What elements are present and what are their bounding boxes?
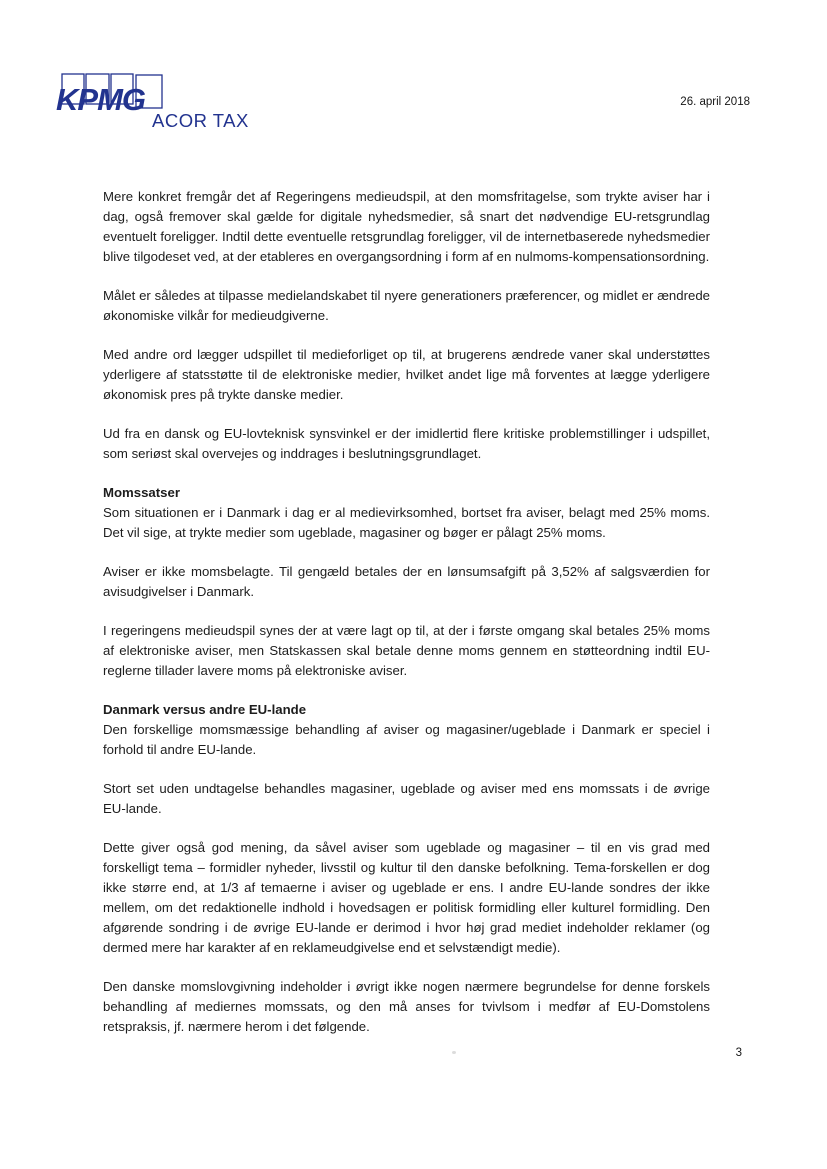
document-date: 26. april 2018 xyxy=(680,96,750,108)
scan-artifact xyxy=(452,1051,456,1054)
page-number: 3 xyxy=(735,1047,742,1059)
heading-momssatser: Momssatser xyxy=(103,485,180,500)
kpmg-acor-tax-logo xyxy=(54,70,266,134)
kpmg-logo-text: KPMG xyxy=(56,82,145,117)
paragraph-maalet: Målet er således at tilpasse medielandskabet til nyere generationers præferencer, og midlet er ændrede økonomiske vilkår for medieudgiverne. xyxy=(103,288,710,323)
paragraph-ud-fra: Ud fra en dansk og EU-lovteknisk synsvinkel er der imidlertid flere kritiske problemstillinger i udspillet, som seriøst skal overvejes og inddrages i beslutningsgrundlaget. xyxy=(103,426,710,461)
paragraph-aviser: Aviser er ikke momsbelagte. Til gengæld betales der en lønsumsafgift på 3,52% af salgsværdien for avisudgivelser i Danmark. xyxy=(103,564,710,599)
paragraph-som-situationen: Som situationen er i Danmark i dag er al medievirksomhed, bortset fra aviser, belagt med 25% moms. Det vil sige, at trykte medier som ugeblade, magasiner og bøger er pålagt 25% moms. xyxy=(103,505,710,540)
paragraph-med-andre-ord: Med andre ord lægger udspillet til medieforliget op til, at brugerens ændrede vaner skal understøttes yderligere af statsstøtte til de elektroniske medier, hvilket andet lige må forventes at lægge yderligere økonomisk pres på trykte danske medier. xyxy=(103,347,710,402)
paragraph-den-forskellige: Den forskellige momsmæssige behandling af aviser og magasiner/ugeblade i Danmark er speciel i forhold til andre EU-lande. xyxy=(103,722,710,757)
paragraph-den-danske: Den danske momslovgivning indeholder i øvrigt ikke nogen nærmere begrundelse for denne forskels behandling af mediernes momssats, og den må anses for tvivlsom i medfør af EU-Domstolens retspraksis, jf. nærmere herom i det følgende. xyxy=(103,979,710,1034)
paragraph-medieudspil: Mere konkret fremgår det af Regeringens medieudspil, at den momsfritagelse, som trykte aviser har i dag, også fremover skal gælde for digitale nyhedsmedier, så snart det nødvendige EU-retsgrundlag eventuelt foreligger. Indtil dette eventuelle retsgrundlag foreligger, vil de internetbaserede nyhedsmedier blive tilgodeset ved, at der etableres en overgangsordning i form af en nulmoms-kompensationsordning. xyxy=(103,189,710,264)
acor-tax-logo-text: ACOR TAX xyxy=(152,110,249,131)
document-body xyxy=(103,187,710,1056)
heading-danmark-versus-eu: Danmark versus andre EU-lande xyxy=(103,702,307,717)
paragraph-stort-set: Stort set uden undtagelse behandles magasiner, ugeblade og aviser med ens momssats i de øvrige EU-lande. xyxy=(103,781,710,816)
paragraph-i-regeringens: I regeringens medieudspil synes der at være lagt op til, at der i første omgang skal betales 25% moms af elektroniske aviser, men Statskassen skal betale denne moms gennem en støtteordning indtil EU-reglerne tillader lavere moms på elektroniske aviser. xyxy=(103,623,710,678)
paragraph-dette-giver: Dette giver også god mening, da såvel aviser som ugeblade og magasiner – til en vis grad med forskelligt tema – formidler nyheder, livsstil og kultur til den danske befolkning. Tema-forskellen er dog ikke større end, at 1/3 af temaerne i aviser og ugeblade er ens. I andre EU-lande sondres der ikke mellem, om det redaktionelle indhold i hovedsagen er politisk formidling eller kulturel formidling. Den afgørende sondring i de øvrige EU-lande er derimod i hvor høj grad mediet indeholder reklamer (og dermed mere har karakter af en reklameudgivelse end et selvstændigt medie). xyxy=(103,840,710,955)
